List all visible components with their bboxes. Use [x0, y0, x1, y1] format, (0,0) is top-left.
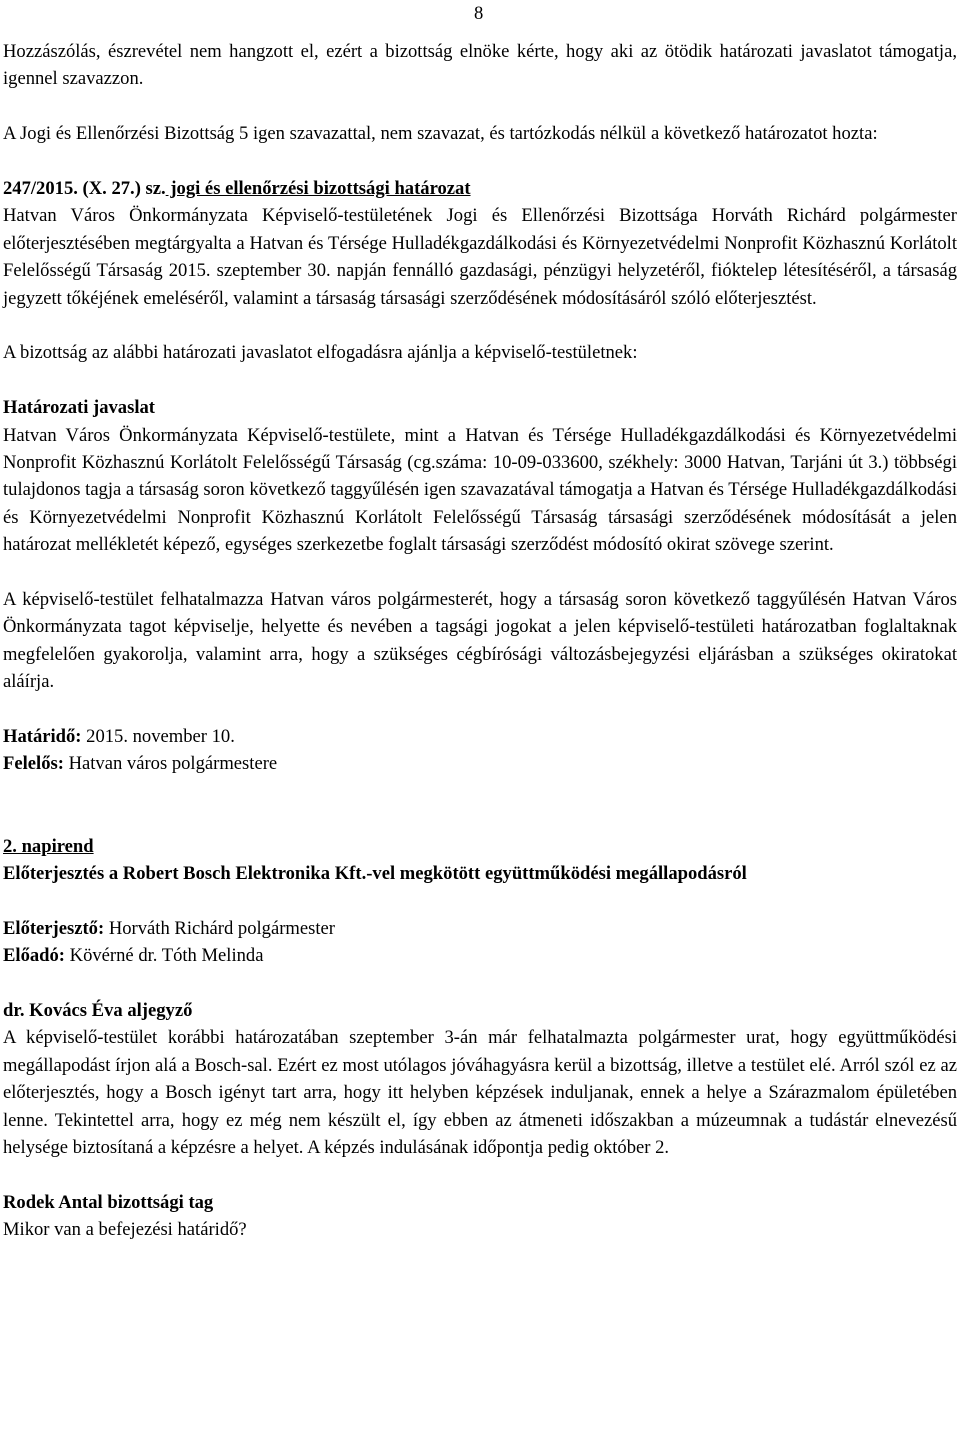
page-number: 8 [474, 3, 484, 24]
speech-1-speaker: dr. Kovács Éva aljegyző [3, 1000, 193, 1022]
responsible-value: Hatvan város polgármestere [63, 753, 278, 775]
agenda-presenter [3, 915, 957, 942]
proposal-body-1: Hatvan Város Önkormányzata Képviselő-testülete, mint a Hatvan és Térsége Hulladékgazdálkodási és Környezetvédelmi Nonprofit Közhasznú Korlátolt Felelősségű Társaság (cg.száma: 10-09-033600, székhely: 3000 Hatvan, Tarjáni út 3.) többségi tulajdonos tagja a társaság soron következő taggyűlésén igen szavazatával támogatja a Hatvan és Térsége Hulladékgazdálkodási és Környezetvédelmi Nonprofit Közhasznú Korlátolt Felelősségű Társaság társasági szerződésének módosítását a jelen határozat mellékletét képező, egységes szerkezetbe foglalt társasági szerződést módosító okirat szövege szerint. [3, 424, 957, 556]
recommendation-text: A bizottság az alábbi határozati javaslatot elfogadásra ajánlja a képviselő-testületnek: [3, 342, 638, 364]
speech-1-text: A képviselő-testület korábbi határozatában szeptember 3-án már felhatalmazta polgármester urat, hogy együttműködési megállapodást írjon alá a Bosch-sal. Ezért ez most utólagos jóváhagyásra kerül a bizottság, illetve a testület elé. Arról szól ez az előterjesztés, hogy a Bosch igényt tart arra, hogy itt helyben képzések induljanak, ennek a helye a Szárazmalom épületében lenne. Tekintettel arra, hogy ez még nem készült el, így ebben az átmeneti időszakban a múzeumnak a tudástár elnevezésű helysége biztosítaná a képzésre a helyet. A képzés indulásának időpontja pedig október 2. [3, 1027, 957, 1159]
document-body [3, 38, 957, 1244]
resolution-title: jogi és ellenőrzési bizottsági határozat [165, 178, 471, 199]
agenda-speaker [3, 942, 957, 969]
responsible-label: Felelős: [3, 753, 64, 775]
proposal-heading: Határozati javaslat [3, 397, 155, 419]
deadline-value: 2015. november 10. [81, 726, 235, 748]
proposal-body-2: A képviselő-testület felhatalmazza Hatvan város polgármesterét, hogy a társaság soron következő taggyűlésén Hatvan Város Önkormányzata tagot képviselje, helyette és nevében a tagsági jogokat a jelen képviselő-testületi határozatban foglaltaknak megfelelően gyakorolja, valamint arra, hogy a szükséges cégbírósági változásbejegyzési eljárásban a szükséges okiratokat aláírja. [3, 589, 957, 693]
paragraph-vote-result: A Jogi és Ellenőrzési Bizottság 5 igen szavazattal, nem szavazat, és tartózkodás nélkül a következő határozatot hozta: [3, 123, 878, 145]
presenter-value: Horváth Richárd polgármester [104, 917, 335, 939]
speaker-label: Előadó: [3, 945, 65, 967]
resolution-body: Hatvan Város Önkormányzata Képviselő-testületének Jogi és Ellenőrzési Bizottsága Horváth Richárd polgármester előterjesztésében megtárgyalta a Hatvan és Térsége Hulladékgazdálkodási és Környezetvédelmi Nonprofit Közhasznú Korlátolt Felelősségű Társaság 2015. szeptember 30. napján fennálló gazdasági, pénzügyi helyzetéről, fióktelep létesítéséről, a társaság jegyzett tőkéjének emeléséről, valamint a társaság társasági szerződésének módosításáról szóló előterjesztést. [3, 205, 957, 309]
speech-2-speaker: Rodek Antal bizottsági tag [3, 1191, 214, 1213]
speech-2-text: Mikor van a befejezési határidő? [3, 1219, 247, 1241]
paragraph-no-comments: Hozzászólás, észrevétel nem hangzott el, ezért a bizottság elnöke kérte, hogy aki az ötödik határozati javaslatot támogatja, igennel szavazzon. [3, 41, 957, 90]
proposal-deadline [3, 723, 957, 750]
proposal-responsible [3, 750, 957, 777]
speaker-value: Kövérné dr. Tóth Melinda [65, 945, 264, 967]
resolution-number: 247/2015. (X. 27.) sz. [3, 178, 166, 199]
agenda-title: Előterjesztés a Robert Bosch Elektronika Kft.-vel megkötött együttműködési megállapodásról [3, 863, 747, 885]
agenda-number: 2. napirend [3, 835, 94, 857]
presenter-label: Előterjesztő: [3, 917, 105, 939]
resolution-heading [3, 175, 957, 202]
deadline-label: Határidő: [3, 726, 82, 748]
